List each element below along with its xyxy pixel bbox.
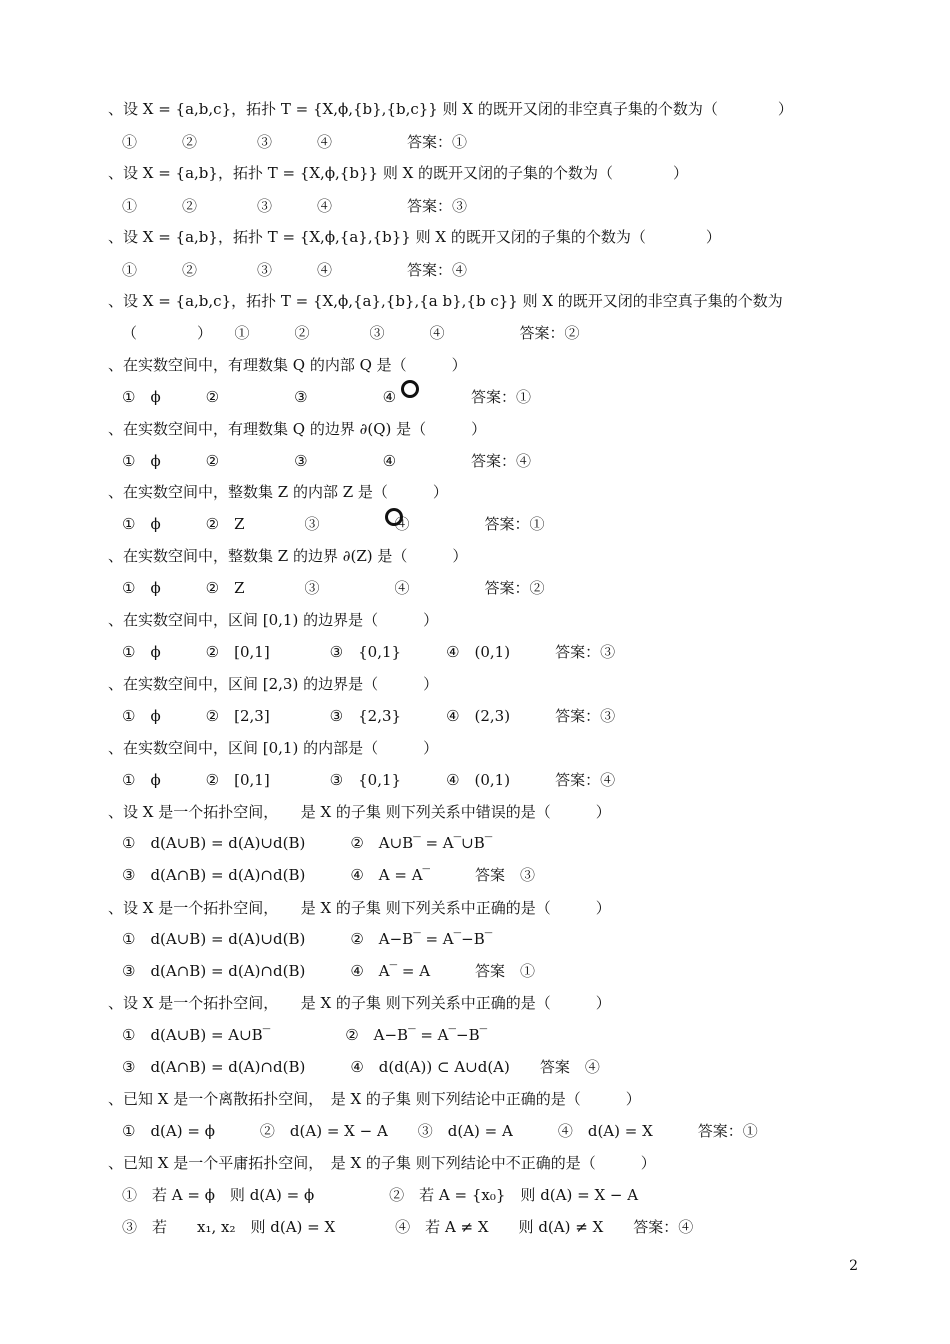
question-16: 、已知 X 是一个平庸拓扑空间， 是 X 的子集 则下列结论中不正确的是（ ） [108,1154,656,1172]
options-1: ① ② ③ ④ 答案：① [122,133,468,151]
question-13: 、设 X 是一个拓扑空间， 是 X 的子集 则下列关系中正确的是（ ） [108,899,611,917]
options-5: ① ϕ ② ③ ④ 答案：① [122,388,532,406]
question-7: 、在实数空间中，整数集 Z 的内部 Z 是（ ） [108,483,448,501]
options-14b: ③ d(A∩B) = d(A)∩d(B) ④ d(d(A)) ⊂ A∪d(A) 答案 ④ [122,1058,600,1076]
options-12b: ③ d(A∩B) = d(A)∩d(B) ④ A = A‾ 答案 ③ [122,866,536,884]
question-10: 、在实数空间中，区间 [2,3) 的边界是（ ） [108,675,439,693]
question-12: 、设 X 是一个拓扑空间， 是 X 的子集 则下列关系中错误的是（ ） [108,803,611,821]
question-8: 、在实数空间中，整数集 Z 的边界 ∂(Z) 是（ ） [108,547,468,565]
question-1: 、设 X = {a,b,c}，拓扑 T = {X,ϕ,{b},{b,c}} 则 X 的既开又闭的非空真子集的个数为（ ） [108,100,793,118]
question-9: 、在实数空间中，区间 [0,1) 的边界是（ ） [108,611,439,629]
circle-mark-icon [385,508,403,526]
circle-mark-icon [401,380,419,398]
options-16a: ① 若 A = ϕ 则 d(A) = ϕ ② 若 A = {x₀} 则 d(A) = X − A [122,1186,639,1204]
options-14a: ① d(A∪B) = A∪B‾ ② A−B‾ = A‾−B‾ [122,1026,488,1044]
options-8: ① ϕ ② Z ③ ④ 答案：② [122,579,545,597]
question-15: 、已知 X 是一个离散拓扑空间， 是 X 的子集 则下列结论中正确的是（ ） [108,1090,641,1108]
options-7: ① ϕ ② Z ③ ④ 答案：① [122,515,545,533]
options-9: ① ϕ ② [0,1] ③ {0,1} ④ (0,1) 答案：③ [122,643,616,661]
question-2: 、设 X = {a,b}，拓扑 T = {X,ϕ,{b}} 则 X 的既开又闭的子集的个数为（ ） [108,164,689,182]
question-11: 、在实数空间中，区间 [0,1) 的内部是（ ） [108,739,439,757]
question-4: 、设 X = {a,b,c}，拓扑 T = {X,ϕ,{a},{b},{a b},{b c}} 则 X 的既开又闭的非空真子集的个数为 [108,292,783,310]
options-13a: ① d(A∪B) = d(A)∪d(B) ② A−B‾ = A‾−B‾ [122,930,493,948]
question-14: 、设 X 是一个拓扑空间， 是 X 的子集 则下列关系中正确的是（ ） [108,994,611,1012]
options-16b: ③ 若 x₁, x₂ 则 d(A) = X ④ 若 A ≠ X 则 d(A) ≠ X 答案：④ [122,1218,694,1236]
page-number: 2 [849,1258,858,1274]
options-4: （ ） ① ② ③ ④ 答案：② [122,324,580,342]
options-10: ① ϕ ② [2,3] ③ {2,3} ④ (2,3) 答案：③ [122,707,616,725]
question-3: 、设 X = {a,b}，拓扑 T = {X,ϕ,{a},{b}} 则 X 的既开又闭的子集的个数为（ ） [108,228,721,246]
question-6: 、在实数空间中，有理数集 Q 的边界 ∂(Q) 是（ ） [108,420,487,438]
options-12a: ① d(A∪B) = d(A)∪d(B) ② A∪B‾ = A‾∪B‾ [122,834,493,852]
options-11: ① ϕ ② [0,1] ③ {0,1} ④ (0,1) 答案：④ [122,771,616,789]
options-15: ① d(A) = ϕ ② d(A) = X − A ③ d(A) = A ④ d(A) = X 答案：① [122,1122,758,1140]
options-2: ① ② ③ ④ 答案：③ [122,197,468,215]
options-13b: ③ d(A∩B) = d(A)∩d(B) ④ A‾ = A 答案 ① [122,962,536,980]
options-3: ① ② ③ ④ 答案：④ [122,261,468,279]
question-5: 、在实数空间中，有理数集 Q 的内部 Q 是（ ） [108,356,467,374]
options-6: ① ϕ ② ③ ④ 答案：④ [122,452,532,470]
